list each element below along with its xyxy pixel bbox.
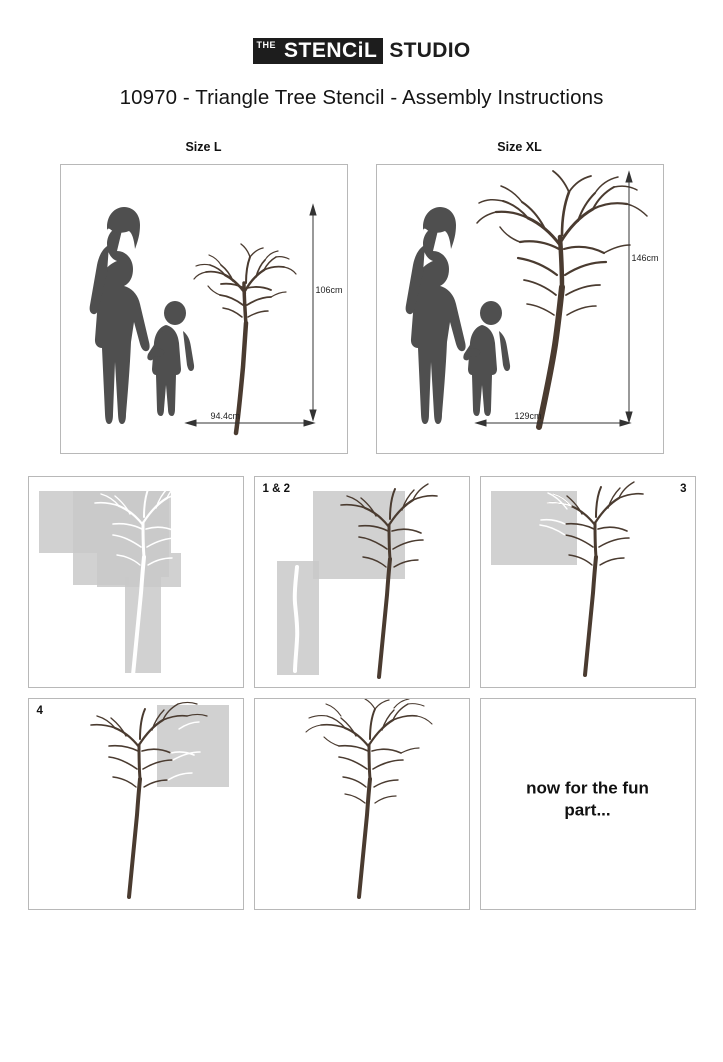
size-l-label: Size L: [185, 140, 222, 154]
step-panel-5: [254, 698, 470, 910]
step-3-drawing: [481, 477, 695, 687]
size-l-drawing: [61, 165, 347, 451]
tree-illustration-l: [194, 244, 296, 433]
adult-silhouette: [89, 226, 149, 424]
step-panel-3: [480, 476, 696, 688]
step-number-4: 4: [36, 705, 43, 717]
fun-part-caption: now for the fun part...: [526, 778, 649, 820]
height-dimension-arrow-l: [310, 205, 316, 420]
size-xl-panel: [376, 140, 664, 454]
trunk-cutout-white: [294, 567, 297, 671]
step-1-drawing: [29, 477, 243, 687]
size-l-height-dimension: 106cm: [315, 285, 343, 295]
step-panel-2: [254, 476, 470, 688]
step-panel-1: [28, 476, 244, 688]
step-panel-6: [480, 698, 696, 910]
width-dimension-arrow-l: [186, 420, 314, 426]
step-number-1-2: 1 & 2: [262, 483, 290, 495]
brand-logo: [0, 38, 723, 64]
stencil-sheet-overlay: [491, 491, 577, 565]
size-comparison-row: [0, 140, 723, 454]
step-5-drawing: [255, 699, 469, 909]
size-l-illustration: [60, 164, 348, 454]
size-xl-drawing: [377, 165, 663, 451]
size-xl-label: Size XL: [497, 140, 542, 154]
page-title: 10970 - Triangle Tree Stencil - Assembly Instructions: [119, 86, 604, 109]
size-l-panel: [60, 140, 348, 454]
step-4-drawing: [29, 699, 243, 909]
logo-stencil-text: STENCiL: [280, 38, 383, 64]
tree-illustration-xl: [477, 171, 647, 427]
size-xl-illustration: [376, 164, 664, 454]
size-xl-height-dimension: 146cm: [631, 253, 659, 263]
adult-silhouette: [405, 226, 465, 424]
child-silhouette: [147, 301, 194, 416]
logo-studio-text: STUDIO: [389, 39, 471, 62]
size-l-width-dimension: 94.4cm: [210, 411, 241, 421]
stencil-sheet-overlay: [157, 705, 229, 787]
width-dimension-arrow-xl: [476, 420, 630, 426]
step-panel-4: [28, 698, 244, 910]
assembly-steps-grid: [0, 476, 723, 910]
tree-illustration-complete: [306, 699, 432, 897]
step-2-drawing: [255, 477, 469, 687]
logo-the-text: THE: [253, 38, 281, 64]
height-dimension-arrow-xl: [626, 172, 632, 422]
step-number-3: 3: [680, 483, 687, 495]
child-silhouette: [463, 301, 510, 416]
size-xl-width-dimension: 129cm: [514, 411, 542, 421]
